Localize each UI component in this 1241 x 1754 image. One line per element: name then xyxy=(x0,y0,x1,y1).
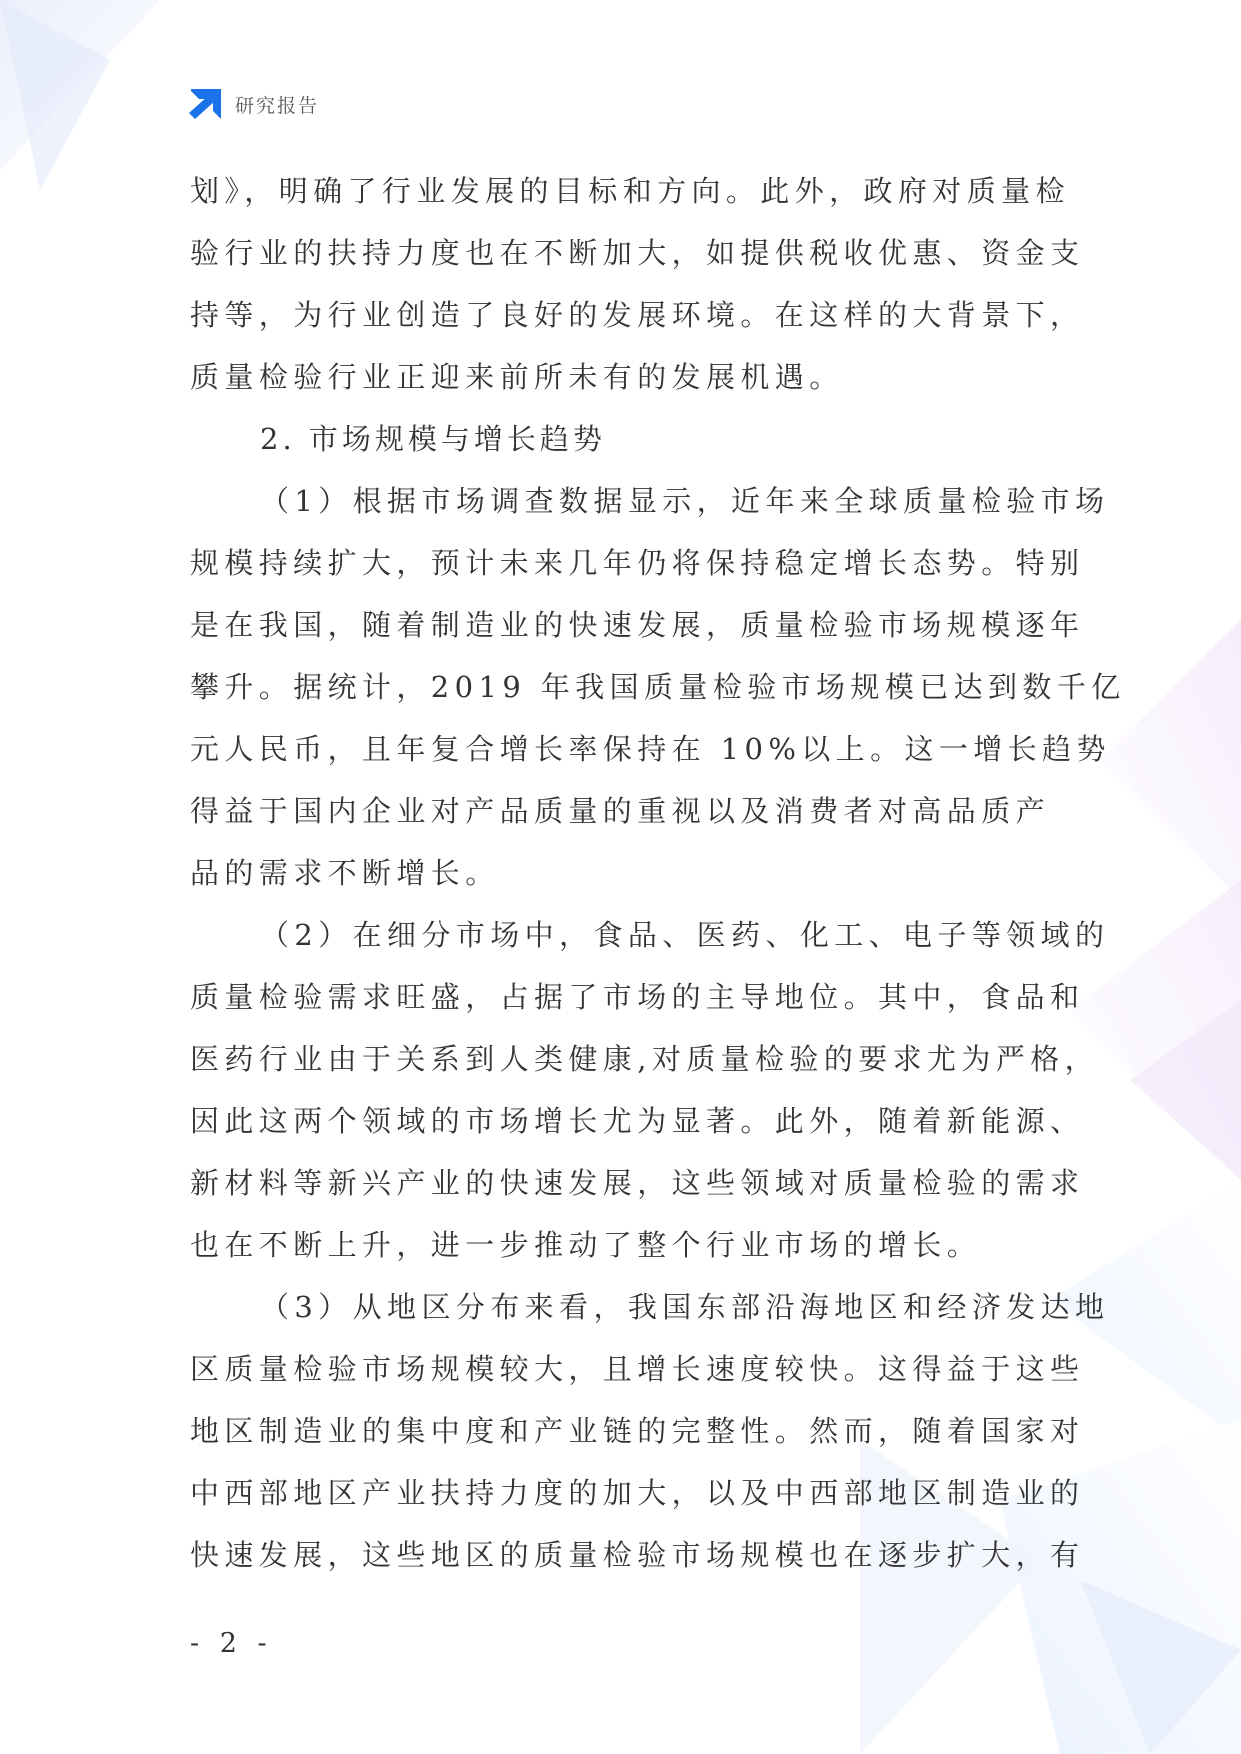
section-heading: 2. 市场规模与增长趋势 xyxy=(260,422,606,456)
header-title: 研究报告 xyxy=(235,94,320,117)
text-line: 元人民币，且年复合增长率保持在 10%以上。这一增长趋势 xyxy=(190,732,1111,766)
text-line: （2）在细分市场中，食品、医药、化工、电子等领域的 xyxy=(260,918,1110,952)
page-number: - 2 - xyxy=(190,1628,273,1659)
text-line: （1）根据市场调查数据显示，近年来全球质量检验市场 xyxy=(260,484,1110,518)
text-line: 也在不断上升，进一步推动了整个行业市场的增长。 xyxy=(190,1228,982,1262)
text-line: 医药行业由于关系到人类健康,对质量检验的要求尤为严格， xyxy=(190,1042,1100,1076)
text-line: 持等，为行业创造了良好的发展环境。在这样的大背景下， xyxy=(190,298,1085,332)
text-line: 质量检验需求旺盛，占据了市场的主导地位。其中，食品和 xyxy=(190,980,1085,1014)
text-line: 地区制造业的集中度和产业链的完整性。然而，随着国家对 xyxy=(190,1414,1085,1448)
text-line: 中西部地区产业扶持力度的加大，以及中西部地区制造业的 xyxy=(190,1476,1085,1510)
page-header xyxy=(187,86,319,122)
text-line: 规模持续扩大，预计未来几年仍将保持稳定增长态势。特别 xyxy=(190,546,1085,580)
text-line: 因此这两个领域的市场增长尤为显著。此外，随着新能源、 xyxy=(190,1104,1085,1138)
arrow-up-right-icon xyxy=(187,87,223,121)
text-line: 是在我国，随着制造业的快速发展，质量检验市场规模逐年 xyxy=(190,608,1085,642)
text-line: 区质量检验市场规模较大，且增长速度较快。这得益于这些 xyxy=(190,1352,1085,1386)
text-line: 新材料等新兴产业的快速发展，这些领域对质量检验的需求 xyxy=(190,1166,1085,1200)
text-line: 验行业的扶持力度也在不断加大，如提供税收优惠、资金支 xyxy=(190,236,1085,270)
text-line: 品的需求不断增长。 xyxy=(190,856,500,890)
text-line: 质量检验行业正迎来前所未有的发展机遇。 xyxy=(190,360,844,394)
body-text xyxy=(190,160,1126,1586)
text-line: 快速发展，这些地区的质量检验市场规模也在逐步扩大，有 xyxy=(190,1538,1085,1572)
text-line: 攀升。据统计，2019 年我国质量检验市场规模已达到数千亿 xyxy=(190,670,1126,704)
text-line: 得益于国内企业对产品质量的重视以及消费者对高品质产 xyxy=(190,794,1051,828)
text-line: 划》，明确了行业发展的目标和方向。此外，政府对质量检 xyxy=(190,174,1070,208)
text-line: （3）从地区分布来看，我国东部沿海地区和经济发达地 xyxy=(260,1290,1110,1324)
